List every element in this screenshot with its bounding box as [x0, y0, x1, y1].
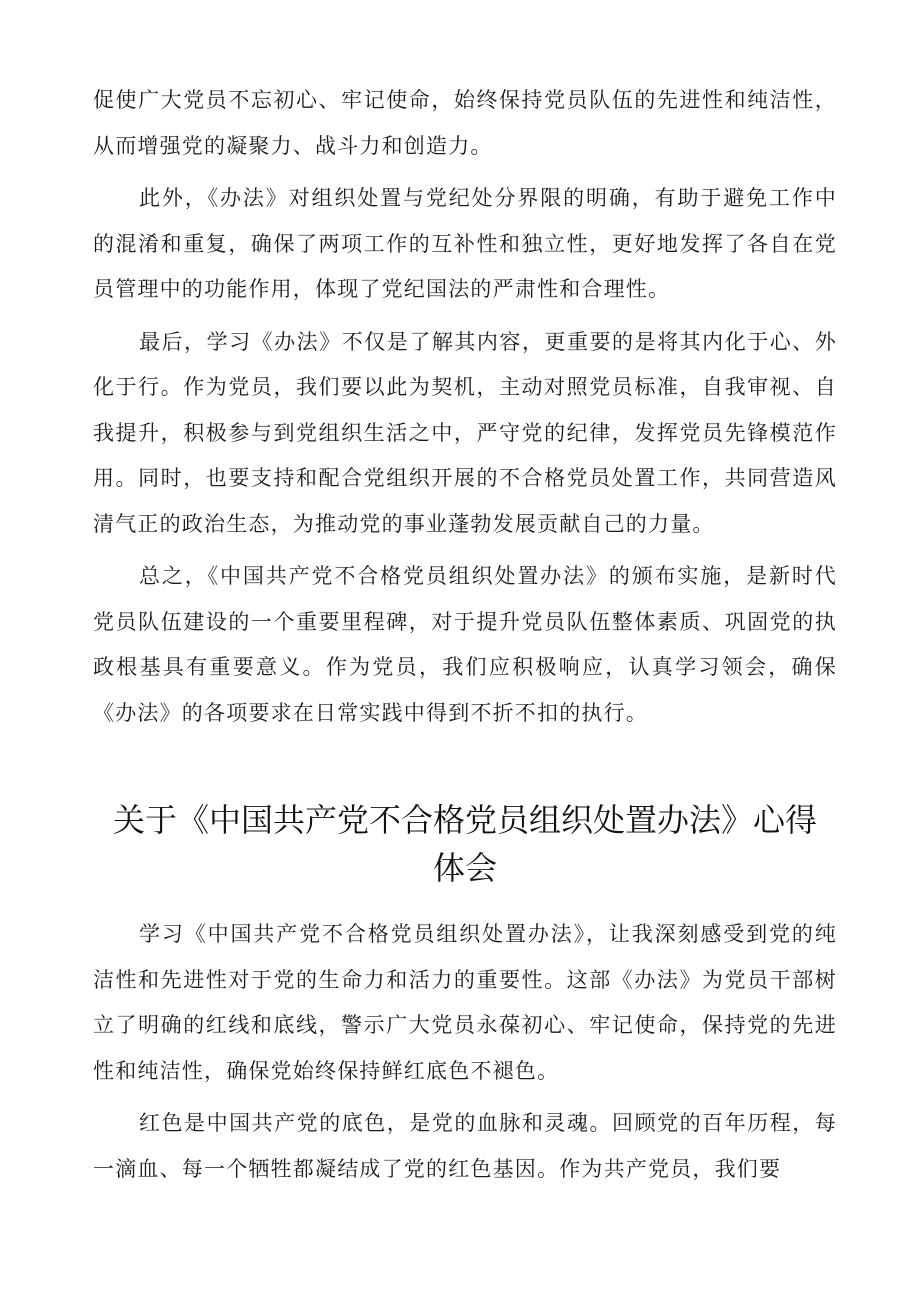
paragraph-intro: 学习《中国共产党不合格党员组织处置办法》，让我深刻感受到党的纯洁性和先进性对于党的生命力和活力的重要性。这部《办法》为党员干部树立了明确的红线和底线，警示广大党员永葆初心、牢记使命，保持党的先进性和纯洁性，确保党始终保持鲜红底色不褪色。 [93, 922, 837, 1083]
paragraph-continuation: 促使广大党员不忘初心、牢记使命，始终保持党员队伍的先进性和纯洁性，从而增强党的凝聚力、战斗力和创造力。 [93, 88, 837, 158]
paragraph-finally: 最后，学习《办法》不仅是了解其内容，更重要的是将其内化于心、外化于行。作为党员，我们要以此为契机，主动对照党员标准，自我审视、自我提升，积极参与到党组织生活之中，严守党的纪律，发挥党员先锋模范作用。同时，也要支持和配合党组织开展的不合格党员处置工作，共同营造风清气正的政治生态，为推动党的事业蓬勃发展贡献自己的力量。 [93, 329, 837, 536]
paragraph-red-color: 红色是中国共产党的底色，是党的血脉和灵魂。回顾党的百年历程，每一滴血、每一个牺牲都凝结成了党的红色基因。作为共产党员，我们要 [93, 1111, 837, 1181]
article-title: 关于《中国共产党不合格党员组织处置办法》心得体会 [112, 801, 817, 887]
document-body [93, 78, 837, 1192]
paragraph-conclusion: 总之，《中国共产党不合格党员组织处置办法》的颁布实施，是新时代党员队伍建设的一个重要里程碑，对于提升党员队伍整体素质、巩固党的执政根基具有重要意义。作为党员，我们应积极响应，认真学习领会，确保《办法》的各项要求在日常实践中得到不折不扣的执行。 [93, 564, 837, 725]
paragraph-demarcation: 此外，《办法》对组织处置与党纪处分界限的明确，有助于避免工作中的混淆和重复，确保了两项工作的互补性和独立性，更好地发挥了各自在党员管理中的功能作用，体现了党纪国法的严肃性和合理性。 [93, 186, 837, 301]
